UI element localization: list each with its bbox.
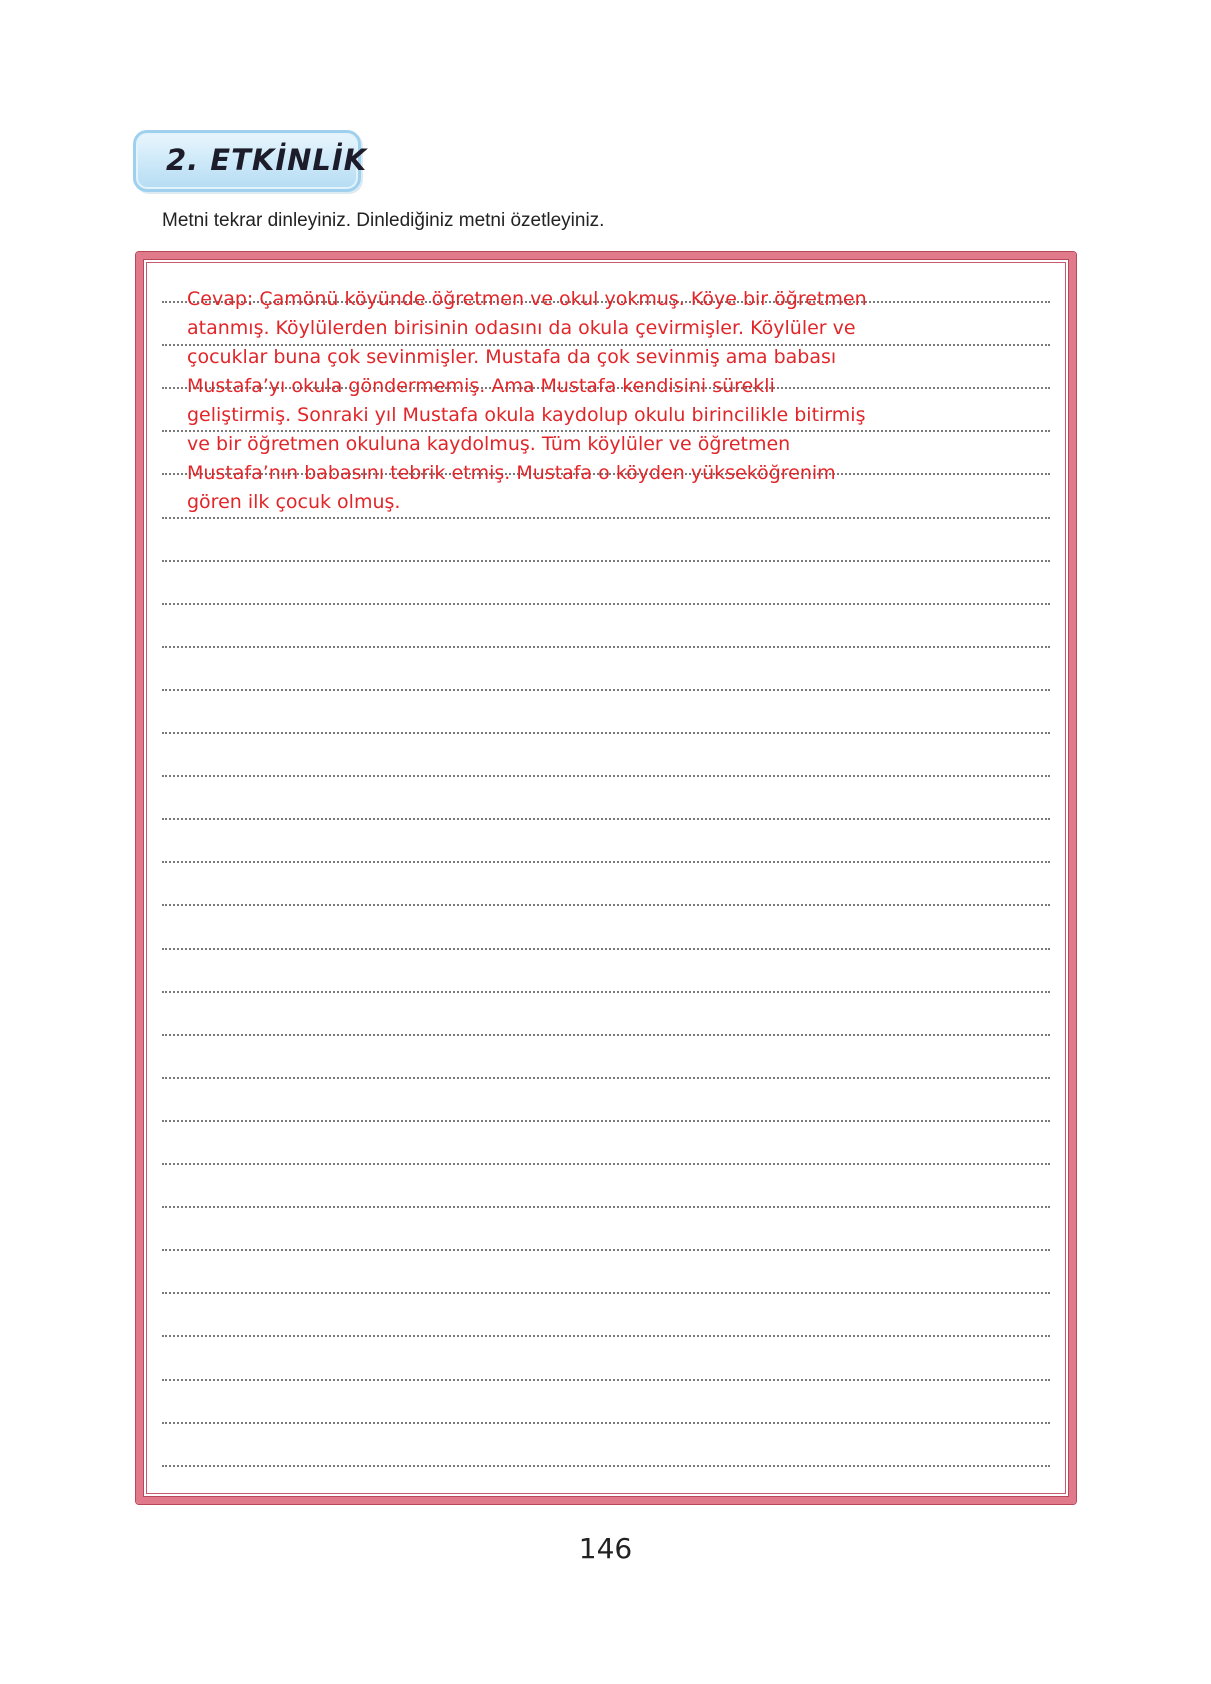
dotted-line: [162, 818, 1050, 820]
dotted-line: [162, 517, 1050, 519]
dotted-line: [162, 904, 1050, 906]
dotted-line: [162, 689, 1050, 691]
dotted-line: [162, 861, 1050, 863]
dotted-line: [162, 560, 1050, 562]
dotted-line: [162, 948, 1050, 950]
dotted-line: [162, 1335, 1050, 1337]
dotted-line: [162, 1206, 1050, 1208]
dotted-line: [162, 1077, 1050, 1079]
dotted-line: [162, 1422, 1050, 1424]
dotted-line: [162, 991, 1050, 993]
dotted-line: [162, 1120, 1050, 1122]
dotted-line: [162, 1034, 1050, 1036]
activity-title-badge: [133, 130, 368, 192]
dotted-line: [162, 646, 1050, 648]
dotted-line: [162, 732, 1050, 734]
dotted-line: [162, 1163, 1050, 1165]
dotted-line: [162, 1249, 1050, 1251]
activity-title: 2. ETKİNLİK: [166, 143, 368, 177]
dotted-line: [162, 775, 1050, 777]
instruction-text: Metni tekrar dinleyiniz. Dinlediğiniz metni özetleyiniz.: [162, 210, 605, 231]
dotted-line: [162, 1379, 1050, 1381]
page-number: 146: [578, 1532, 633, 1565]
dotted-line: [162, 603, 1050, 605]
dotted-line: [162, 1465, 1050, 1467]
answer-text: Cevap: Çamönü köyünde öğretmen ve okul yokmuş. Köye bir öğretmen atanmış. Köylülerden birisinin odasını da okula çevirmişler. Köylüler ve çocuklar buna çok sevinmişler. Mustafa da çok sevinmiş ama babası Mustafa’yı okula göndermemiş. Ama Mustafa kendisini sürekli geliştirmiş. Sonraki yıl Mustafa okula kaydolup okulu birincilikle bitirmiş ve bir öğretmen okuluna kaydolmuş. Tüm köylüler ve öğretmen Mustafa’nın babasını tebrik etmiş. Mustafa o köyden yükseköğrenim gören ilk çocuk olmuş.: [187, 288, 867, 513]
dotted-line: [162, 1292, 1050, 1294]
